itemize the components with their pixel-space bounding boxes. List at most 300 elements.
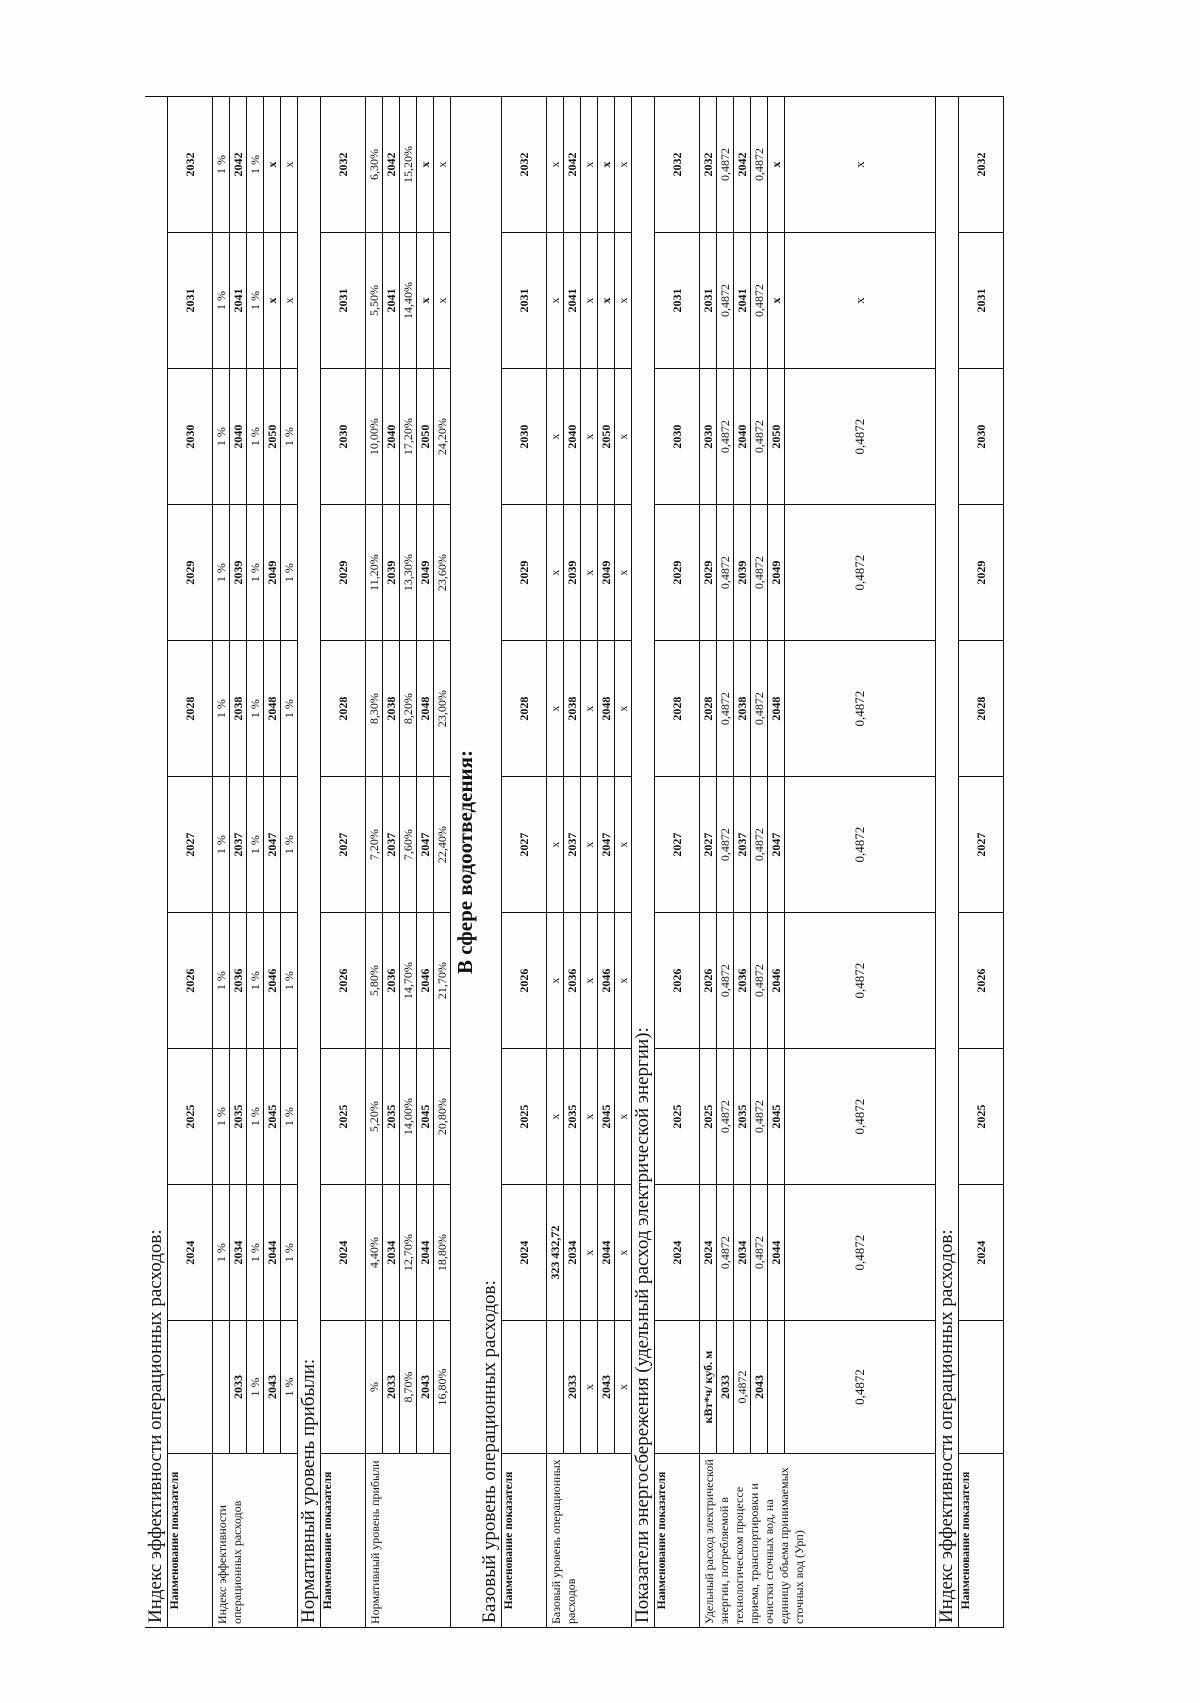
table-cell: 2050 (264, 369, 281, 505)
efficiency-index-table (167, 96, 298, 1628)
table-cell: 2032 (700, 97, 717, 233)
year-header: 2025 (655, 1049, 700, 1185)
table-cell: 0,4872 (717, 913, 734, 1049)
year-header: 2024 (959, 1185, 1004, 1321)
table-cell: 2044 (768, 1185, 785, 1321)
table-cell: 2033 (564, 1321, 581, 1454)
table-cell: x (264, 233, 281, 369)
efficiency-index-table-2 (958, 96, 1004, 1628)
table-cell: 2040 (564, 369, 581, 505)
table-row (615, 97, 632, 1628)
table-cell: x (598, 97, 615, 233)
table-cell: x (547, 1049, 564, 1185)
table-cell: 2049 (768, 505, 785, 641)
table-cell: 2035 (383, 1049, 400, 1185)
section-title-efficiency-index-2: Индекс эффективности операционных расходов: (936, 96, 958, 1628)
table-cell: 2034 (383, 1185, 400, 1321)
table-cell: 1 % (281, 1185, 298, 1321)
table-cell: 14,00% (400, 1049, 417, 1185)
table-cell: 2043 (751, 1321, 768, 1454)
table-cell: x (417, 97, 434, 233)
table-cell: 2040 (230, 369, 247, 505)
table-cell: 2037 (230, 777, 247, 913)
table-row (700, 97, 717, 1628)
table-row (247, 97, 264, 1628)
table-cell: 2047 (598, 777, 615, 913)
year-header: 2027 (168, 777, 213, 913)
table-cell: 1 % (213, 1185, 230, 1321)
table-row (547, 97, 564, 1628)
table-cell: 11,20% (366, 505, 383, 641)
table-cell: 1 % (247, 1185, 264, 1321)
year-header: 2029 (655, 505, 700, 641)
table-cell: x (581, 97, 598, 233)
table-cell: 2050 (598, 369, 615, 505)
table-cell: 2042 (564, 97, 581, 233)
table-cell: 2048 (598, 641, 615, 777)
year-header: 2028 (168, 641, 213, 777)
table-row (434, 97, 451, 1628)
table-cell: 0,4872 (785, 913, 936, 1049)
table-cell: кВт*ч/ куб. м (700, 1321, 717, 1454)
table-cell: 5,50% (366, 233, 383, 369)
table-cell: 0,4872 (751, 233, 768, 369)
header-blank (502, 1321, 547, 1454)
table-row (230, 97, 247, 1628)
table-cell: x (598, 233, 615, 369)
header-name-cell: Наименование показателя (502, 1453, 547, 1627)
table-cell: 2041 (230, 233, 247, 369)
table-cell: 2042 (230, 97, 247, 233)
year-header: 2031 (959, 233, 1004, 369)
table-cell: 20,80% (434, 1049, 451, 1185)
table-cell: x (581, 505, 598, 641)
table-cell: 1 % (247, 777, 264, 913)
year-header: 2029 (321, 505, 366, 641)
table-cell: 0,4872 (785, 641, 936, 777)
table-row (768, 97, 785, 1628)
table-cell: x (615, 1321, 632, 1454)
table-cell: x (615, 913, 632, 1049)
table-cell: 1 % (281, 1049, 298, 1185)
table-cell: x (547, 505, 564, 641)
table-cell: 2042 (383, 97, 400, 233)
table-cell: 1 % (213, 641, 230, 777)
section-title-normative-profit: Нормативный уровень прибыли: (298, 96, 320, 1628)
table-cell: 2037 (734, 777, 751, 913)
table-cell: 2039 (564, 505, 581, 641)
table-cell: 7,60% (400, 777, 417, 913)
table-cell: 0,4872 (785, 505, 936, 641)
section-title-energy-saving: Показатели энергосбережения (удельный расход электрической энергии): (632, 96, 654, 1628)
table-cell: 0,4872 (751, 97, 768, 233)
table-cell (768, 1321, 785, 1454)
header-blank (168, 1321, 213, 1454)
year-header: 2027 (959, 777, 1004, 913)
table-cell: 6,30% (366, 97, 383, 233)
table-cell: x (434, 97, 451, 233)
table-cell: 2038 (383, 641, 400, 777)
year-header: 2027 (502, 777, 547, 913)
table-cell: 2038 (734, 641, 751, 777)
year-header: 2030 (168, 369, 213, 505)
table-row (281, 97, 298, 1628)
table-cell: 2025 (700, 1049, 717, 1185)
table-cell: 2036 (564, 913, 581, 1049)
table-cell: 2033 (383, 1321, 400, 1454)
table-cell: 2048 (264, 641, 281, 777)
table-cell: 8,70% (400, 1321, 417, 1454)
normative-profit-table (320, 96, 451, 1628)
table-cell: x (547, 369, 564, 505)
table-cell: 323 432,72 (547, 1185, 564, 1321)
table-cell: 2043 (264, 1321, 281, 1454)
year-header: 2032 (502, 97, 547, 233)
table-cell: 2040 (734, 369, 751, 505)
table-cell: 0,4872 (751, 641, 768, 777)
base-opex-table (501, 96, 632, 1628)
table-cell: 1 % (281, 913, 298, 1049)
year-header: 2025 (959, 1049, 1004, 1185)
table-cell: x (264, 97, 281, 233)
section-heading-wastewater: В сфере водоотведения: (451, 96, 479, 1628)
table-cell (547, 1321, 564, 1454)
table-cell: 2027 (700, 777, 717, 913)
table-cell: x (581, 1049, 598, 1185)
table-cell: 0,4872 (751, 777, 768, 913)
year-header: 2024 (168, 1185, 213, 1321)
year-header: 2024 (502, 1185, 547, 1321)
rotated-document-sheet (145, 96, 1115, 1628)
table-cell: x (281, 97, 298, 233)
table-cell: 2038 (230, 641, 247, 777)
table-cell: 2044 (417, 1185, 434, 1321)
table-cell: x (615, 233, 632, 369)
table-cell: x (581, 1321, 598, 1454)
table-cell: 5,80% (366, 913, 383, 1049)
table-cell: 2044 (598, 1185, 615, 1321)
table-cell: 2045 (598, 1049, 615, 1185)
year-header: 2031 (655, 233, 700, 369)
year-header: 2028 (321, 641, 366, 777)
table-cell: 1 % (247, 233, 264, 369)
table-cell: 2042 (734, 97, 751, 233)
table-cell: 2050 (417, 369, 434, 505)
year-header: 2026 (655, 913, 700, 1049)
year-header: 2028 (655, 641, 700, 777)
table-cell: 2049 (598, 505, 615, 641)
table-cell: x (547, 777, 564, 913)
table-cell: 2047 (264, 777, 281, 913)
table-cell: 1 % (247, 369, 264, 505)
table-cell: 2039 (383, 505, 400, 641)
header-name-cell: Наименование показателя (959, 1453, 1004, 1627)
table-cell: 2031 (700, 233, 717, 369)
table-cell: 2037 (564, 777, 581, 913)
table-row (383, 97, 400, 1628)
year-header: 2032 (655, 97, 700, 233)
year-header: 2029 (959, 505, 1004, 641)
table-cell: 10,00% (366, 369, 383, 505)
table-cell: x (581, 641, 598, 777)
table-cell: 0,4872 (751, 1049, 768, 1185)
table-cell: 1 % (247, 97, 264, 233)
year-header: 2027 (321, 777, 366, 913)
year-header: 2032 (168, 97, 213, 233)
table-row (213, 97, 230, 1628)
table-cell: 2043 (598, 1321, 615, 1454)
table-cell: 7,20% (366, 777, 383, 913)
table-cell: 2047 (417, 777, 434, 913)
table-cell: x (547, 641, 564, 777)
table-row (417, 97, 434, 1628)
row-name: Удельный расход электрической энергии, потребляемой в технологическом процессе приема, транспортировки и очистки сточных вод, на единицу объема принимаемых сточных вод (Урп) (700, 1453, 936, 1627)
year-header: 2025 (168, 1049, 213, 1185)
table-row (400, 97, 417, 1628)
table-cell: x (581, 1185, 598, 1321)
table-cell: 1 % (213, 1049, 230, 1185)
table-cell: 2037 (383, 777, 400, 913)
table-cell: 0,4872 (751, 1185, 768, 1321)
table-cell: 2046 (264, 913, 281, 1049)
table-cell: 2046 (768, 913, 785, 1049)
table-cell: 2035 (734, 1049, 751, 1185)
table-cell: x (547, 233, 564, 369)
table-cell: 2033 (717, 1321, 734, 1454)
year-header: 2031 (502, 233, 547, 369)
table-cell: % (366, 1321, 383, 1454)
table-cell: 0,4872 (717, 1049, 734, 1185)
table-cell: 2045 (417, 1049, 434, 1185)
table-cell: 18,80% (434, 1185, 451, 1321)
header-name-cell: Наименование показателя (321, 1453, 366, 1627)
table-cell: x (785, 233, 936, 369)
table-cell: x (581, 777, 598, 913)
table-cell: 0,4872 (751, 913, 768, 1049)
table-cell: 0,4872 (717, 1185, 734, 1321)
table-cell: 2035 (564, 1049, 581, 1185)
table-cell: 1 % (247, 505, 264, 641)
table-cell: 2039 (230, 505, 247, 641)
table-cell: 2034 (564, 1185, 581, 1321)
table-cell: 2028 (700, 641, 717, 777)
table-cell: 2030 (700, 369, 717, 505)
table-cell: 1 % (247, 641, 264, 777)
table-cell: 2046 (417, 913, 434, 1049)
table-cell: 2034 (230, 1185, 247, 1321)
table-cell: 2044 (264, 1185, 281, 1321)
table-cell: 23,60% (434, 505, 451, 641)
section-title-efficiency-index: Индекс эффективности операционных расходов: (145, 96, 167, 1628)
table-cell: 2041 (564, 233, 581, 369)
table-cell: x (768, 233, 785, 369)
table-cell: 14,40% (400, 233, 417, 369)
table-cell: 14,70% (400, 913, 417, 1049)
table-cell: 2029 (700, 505, 717, 641)
table-row (564, 97, 581, 1628)
table-cell: 2046 (598, 913, 615, 1049)
table-cell: 0,4872 (717, 369, 734, 505)
table-cell: 1 % (247, 1321, 264, 1454)
table-cell: 0,4872 (717, 233, 734, 369)
table-cell: 1 % (281, 1321, 298, 1454)
table-cell: 13,30% (400, 505, 417, 641)
year-header: 2026 (321, 913, 366, 1049)
table-cell: 21,70% (434, 913, 451, 1049)
table-cell: 2043 (417, 1321, 434, 1454)
table-cell: 23,00% (434, 641, 451, 777)
table-cell: 4,40% (366, 1185, 383, 1321)
table-cell: 16,80% (434, 1321, 451, 1454)
year-header: 2025 (321, 1049, 366, 1185)
table-cell: 2041 (734, 233, 751, 369)
table-row (785, 97, 936, 1628)
year-header: 2024 (655, 1185, 700, 1321)
year-header: 2029 (502, 505, 547, 641)
table-cell: x (615, 1049, 632, 1185)
table-cell: 1 % (281, 777, 298, 913)
year-header: 2030 (321, 369, 366, 505)
year-header: 2032 (321, 97, 366, 233)
table-cell: x (547, 97, 564, 233)
table-cell: 2045 (768, 1049, 785, 1185)
table-cell: 1 % (213, 369, 230, 505)
table-cell: 0,4872 (751, 369, 768, 505)
table-cell: 1 % (281, 641, 298, 777)
table-cell: 0,4872 (717, 505, 734, 641)
table-cell: 24,20% (434, 369, 451, 505)
header-blank (959, 1321, 1004, 1454)
header-blank (321, 1321, 366, 1454)
table-cell: 2041 (383, 233, 400, 369)
table-cell: 12,70% (400, 1185, 417, 1321)
table-cell: 5,20% (366, 1049, 383, 1185)
table-cell: 0,4872 (717, 641, 734, 777)
table-cell: 2033 (230, 1321, 247, 1454)
year-header: 2029 (168, 505, 213, 641)
year-header: 2026 (168, 913, 213, 1049)
table-cell: 1 % (213, 777, 230, 913)
year-header: 2028 (959, 641, 1004, 777)
table-cell: 0,4872 (785, 369, 936, 505)
table-cell: 1 % (281, 505, 298, 641)
table-cell: 2039 (734, 505, 751, 641)
table-cell: 1 % (281, 369, 298, 505)
table-cell: 8,30% (366, 641, 383, 777)
table-cell: 0,4872 (785, 1185, 936, 1321)
year-header: 2030 (655, 369, 700, 505)
table-row (264, 97, 281, 1628)
table-cell: 0,4872 (717, 97, 734, 233)
header-name-cell: Наименование показателя (168, 1453, 213, 1627)
table-cell: x (615, 641, 632, 777)
table-cell: 2036 (230, 913, 247, 1049)
energy-saving-table (654, 96, 936, 1628)
table-cell: 0,4872 (717, 777, 734, 913)
table-cell: x (281, 233, 298, 369)
table-cell: 2048 (768, 641, 785, 777)
year-header: 2031 (168, 233, 213, 369)
header-name-cell: Наименование показателя (655, 1453, 700, 1627)
table-cell: 2045 (264, 1049, 281, 1185)
table-cell: 1 % (247, 1049, 264, 1185)
table-cell: 22,40% (434, 777, 451, 913)
table-cell: x (581, 233, 598, 369)
row-name: Базовый уровень операционных расходов (547, 1453, 632, 1627)
table-cell: x (785, 97, 936, 233)
table-cell: x (547, 913, 564, 1049)
table-cell: 15,20% (400, 97, 417, 233)
section-title-base-opex: Базовый уровень операционных расходов: (479, 96, 501, 1628)
table-row (734, 97, 751, 1628)
year-header: 2031 (321, 233, 366, 369)
table-cell: x (768, 97, 785, 233)
year-header: 2027 (655, 777, 700, 913)
table-cell: 17,20% (400, 369, 417, 505)
table-cell: 2038 (564, 641, 581, 777)
table-cell: 2047 (768, 777, 785, 913)
year-header: 2030 (502, 369, 547, 505)
table-cell: x (417, 233, 434, 369)
table-cell: 8,20% (400, 641, 417, 777)
table-cell: 0,4872 (785, 777, 936, 913)
table-cell: 1 % (213, 913, 230, 1049)
table-cell: 2035 (230, 1049, 247, 1185)
table-cell: 2026 (700, 913, 717, 1049)
table-cell: 2034 (734, 1185, 751, 1321)
table-cell: x (615, 97, 632, 233)
table-cell: x (615, 505, 632, 641)
table-cell: x (581, 369, 598, 505)
year-header: 2032 (959, 97, 1004, 233)
year-header: 2028 (502, 641, 547, 777)
table-cell: 0,4872 (785, 1321, 936, 1454)
year-header: 2024 (321, 1185, 366, 1321)
table-row (581, 97, 598, 1628)
table-cell: 0,4872 (751, 505, 768, 641)
table-cell: x (615, 369, 632, 505)
year-header: 2025 (502, 1049, 547, 1185)
table-cell: x (615, 1185, 632, 1321)
table-cell (213, 1321, 230, 1454)
table-cell: 1 % (213, 505, 230, 641)
table-row (366, 97, 383, 1628)
table-cell: 1 % (247, 913, 264, 1049)
table-cell: 2050 (768, 369, 785, 505)
table-cell: 2036 (383, 913, 400, 1049)
table-cell: 2024 (700, 1185, 717, 1321)
table-row (717, 97, 734, 1628)
table-cell: 2048 (417, 641, 434, 777)
table-cell: 1 % (213, 97, 230, 233)
table-row (598, 97, 615, 1628)
table-cell: 2049 (264, 505, 281, 641)
row-name: Индекс эффективности операционных расходов (213, 1453, 298, 1627)
year-header: 2030 (959, 369, 1004, 505)
table-row (751, 97, 768, 1628)
table-cell: x (581, 913, 598, 1049)
table-cell: 1 % (213, 233, 230, 369)
table-cell: 2040 (383, 369, 400, 505)
table-cell: 0,4872 (785, 1049, 936, 1185)
year-header: 2026 (502, 913, 547, 1049)
table-cell: 0,4872 (734, 1321, 751, 1454)
table-cell: x (615, 777, 632, 913)
table-cell: x (434, 233, 451, 369)
table-cell: 2049 (417, 505, 434, 641)
table-cell: 2036 (734, 913, 751, 1049)
header-blank (655, 1321, 700, 1454)
